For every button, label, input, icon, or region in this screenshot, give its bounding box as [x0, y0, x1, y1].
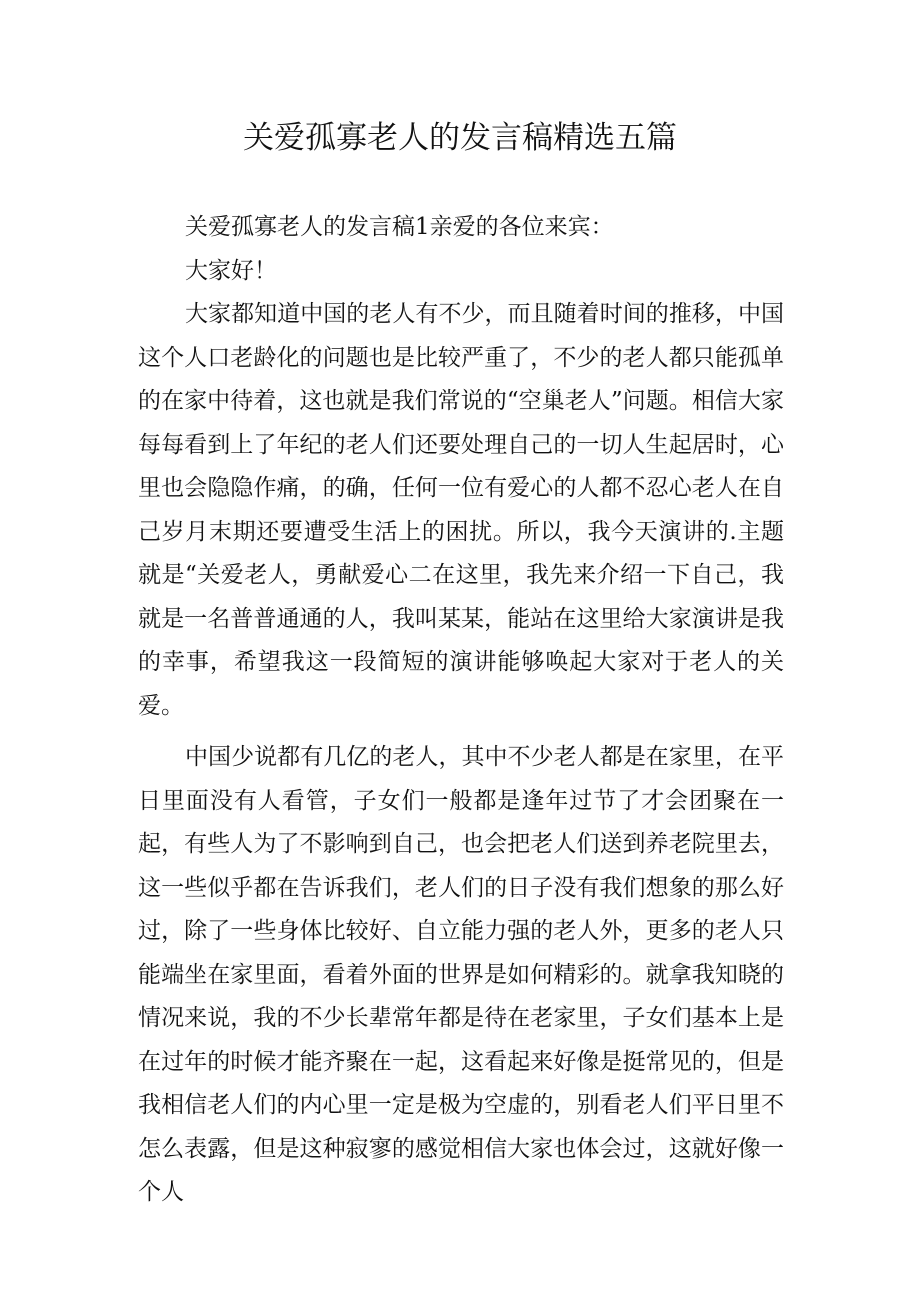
document-title: 关爱孤寡老人的发言稿精选五篇	[243, 120, 677, 156]
document-body	[138, 206, 784, 1215]
paragraph-introduction: 大家都知道中国的老人有不少，而且随着时间的推移，中国这个人口老龄化的问题也是比较严重了，不少的老人都只能孤单的在家中待着，这也就是我们常说的“空巢老人”问题。相信大家每每看到上了年纪的老人们还要处理自己的一切人生起居时，心里也会隐隐作痛，的确，任何一位有爱心的人都不忍心老人在自己岁月末期还要遭受生活上的困扰。所以，我今天演讲的.主题就是“关爱老人，勇献爱心二在这里，我先来介绍一下自己，我就是一名普普通通的人，我叫某某，能站在这里给大家演讲是我的幸事，希望我这一段简短的演讲能够唤起大家对于老人的关爱。	[138, 301, 784, 719]
paragraph-greeting-heading: 关爱孤寡老人的发言稿1亲爱的各位来宾：	[185, 214, 614, 240]
paragraph-elderly-situation: 中国少说都有几亿的老人，其中不少老人都是在家里，在平日里面没有人看管，子女们一般都是逢年过节了才会团聚在一起，有些人为了不影响到自己，也会把老人们送到养老院里去，这一些似乎都在告诉我们，老人们的日子没有我们想象的那么好过，除了一些身体比较好、自立能力强的老人外，更多的老人只能端坐在家里面，看着外面的世界是如何精彩的。就拿我知晓的情况来说，我的不少长辈常年都是待在老家里，子女们基本上是在过年的时候才能齐聚在一起，这看起来好像是挺常见的，但是我相信老人们的内心里一定是极为空虚的，别看老人们平日里不怎么表露，但是这种寂寥的感觉相信大家也体会过，这就好像一个人	[138, 744, 784, 1205]
paragraph-hello: 大家好！	[185, 257, 277, 284]
